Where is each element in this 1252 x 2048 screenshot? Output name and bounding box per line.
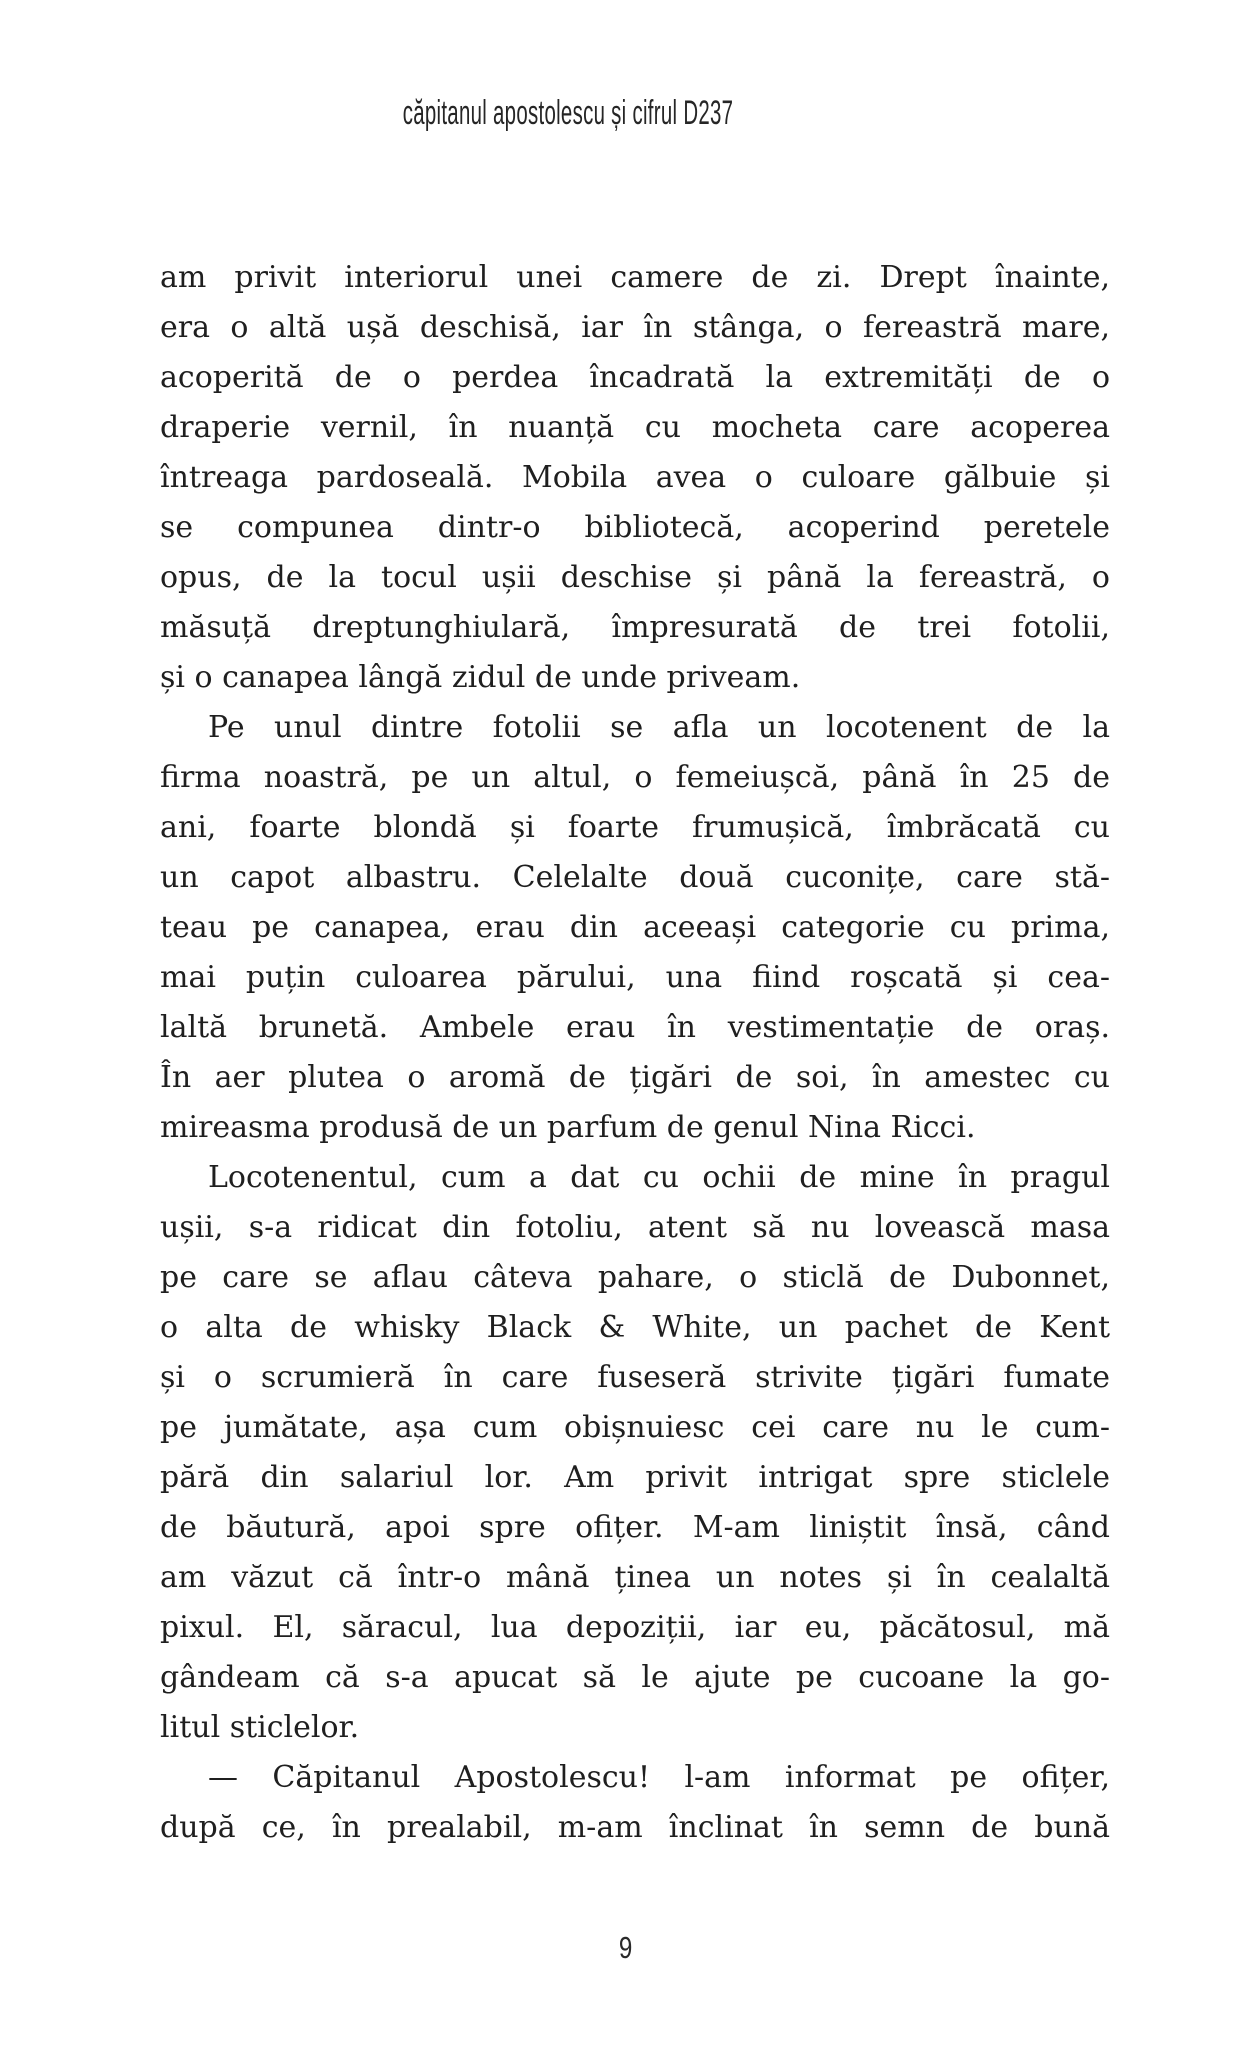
text-line: un capot albastru. Celelalte două cuconițe, care stă- (160, 860, 1110, 895)
text-line: de băutură, apoi spre ofițer. M-am liniștit însă, când (160, 1510, 1110, 1545)
text-line: întreaga pardoseală. Mobila avea o culoare gălbuie și (160, 460, 1110, 495)
text-line: — Căpitanul Apostolescu! l-am informat pe ofițer, (208, 1760, 1110, 1795)
text-line: o alta de whisky Black & White, un pachet de Kent (160, 1310, 1110, 1345)
text-line: Pe unul dintre fotolii se afla un locotenent de la (208, 710, 1110, 745)
text-line: era o altă ușă deschisă, iar în stânga, o fereastră mare, (160, 310, 1110, 345)
text-line: și o scrumieră în care fuseseră strivite țigări fumate (160, 1360, 1110, 1395)
text-line: mireasma produsă de un parfum de genul Nina Ricci. (160, 1110, 976, 1145)
page-number: 9 (619, 1930, 633, 1965)
text-line: am privit interiorul unei camere de zi. Drept înainte, (160, 260, 1110, 295)
text-line: acoperită de o perdea încadrată la extremități de o (160, 360, 1110, 395)
text-line: pe jumătate, așa cum obișnuiesc cei care nu le cum- (160, 1410, 1110, 1445)
running-header (293, 94, 844, 133)
text-line: se compunea dintr-o bibliotecă, acoperind peretele (160, 510, 1110, 545)
text-line: firma noastră, pe un altul, o femeiușcă, până în 25 de (160, 760, 1110, 795)
text-line: pe care se aflau câteva pahare, o sticlă de Dubonnet, (160, 1260, 1110, 1295)
text-line: În aer plutea o aromă de țigări de soi, în amestec cu (160, 1060, 1110, 1095)
body-text (160, 253, 1110, 1853)
text-line: am văzut că într-o mână ținea un notes și în cealaltă (160, 1560, 1110, 1595)
running-header-text: căpitanul apostolescu și cifrul D237 (402, 94, 734, 132)
text-line: opus, de la tocul ușii deschise și până la fereastră, o (160, 560, 1110, 595)
text-line: ani, foarte blondă și foarte frumușică, îmbrăcată cu (160, 810, 1110, 845)
text-line: măsuță dreptunghiulară, împresurată de trei fotolii, (160, 610, 1110, 645)
text-line: laltă brunetă. Ambele erau în vestimentație de oraș. (160, 1010, 1110, 1045)
text-line: după ce, în prealabil, m-am înclinat în semn de bună (160, 1810, 1110, 1845)
text-line: teau pe canapea, erau din aceeași categorie cu prima, (160, 910, 1110, 945)
text-line: mai puțin culoarea părului, una fiind roșcată și cea- (160, 960, 1110, 995)
text-line: ușii, s-a ridicat din fotoliu, atent să nu lovească masa (160, 1210, 1110, 1245)
text-line: pără din salariul lor. Am privit intrigat spre sticlele (160, 1460, 1110, 1495)
text-line: Locotenentul, cum a dat cu ochii de mine în pragul (208, 1160, 1110, 1195)
page-footer (0, 1930, 1252, 1966)
text-line: gândeam că s-a apucat să le ajute pe cucoane la go- (160, 1660, 1110, 1695)
text-line: litul sticlelor. (160, 1710, 360, 1745)
text-line: pixul. El, săracul, lua depoziții, iar eu, păcătosul, mă (160, 1610, 1110, 1645)
text-line: draperie vernil, în nuanță cu mocheta care acoperea (160, 410, 1110, 445)
text-line: și o canapea lângă zidul de unde priveam. (160, 660, 801, 695)
